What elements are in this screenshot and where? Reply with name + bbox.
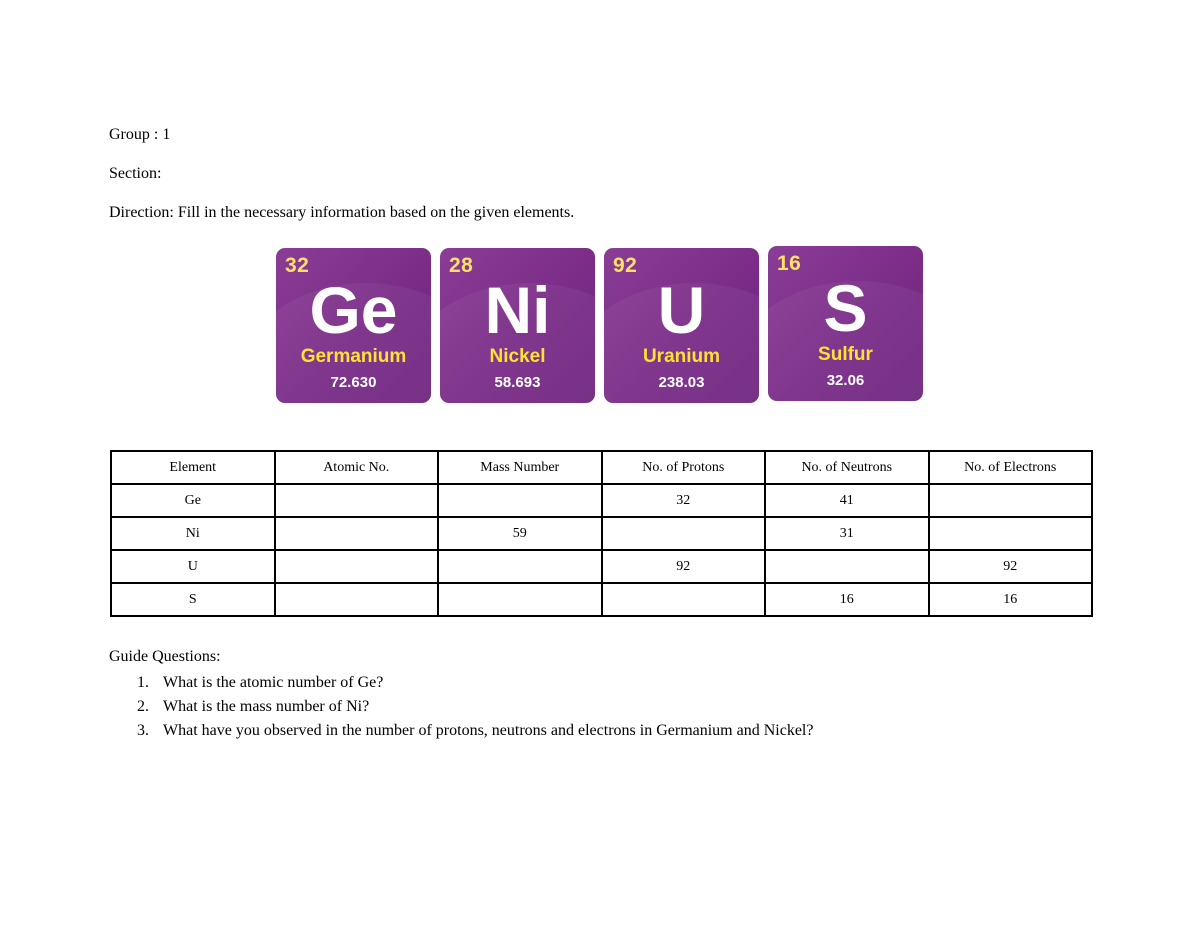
tile-atomic-mass: 58.693 (494, 374, 541, 391)
table-cell[interactable] (275, 517, 439, 550)
element-tiles-banner (276, 246, 926, 404)
table-cell[interactable] (275, 484, 439, 517)
list-item (109, 671, 813, 695)
table-cell: S (111, 583, 275, 616)
element-tile-germanium (276, 248, 431, 403)
table-cell[interactable] (438, 550, 602, 583)
table-cell: 32 (602, 484, 766, 517)
guide-questions-title: Guide Questions: (109, 648, 221, 665)
list-item (109, 719, 813, 743)
question-number: 1. (137, 674, 149, 691)
tile-atomic-mass: 32.06 (826, 372, 865, 389)
tile-element-name: Germanium (300, 346, 407, 367)
tile-atomic-mass: 72.630 (330, 374, 377, 391)
table-cell[interactable] (929, 517, 1093, 550)
table-cell[interactable] (438, 484, 602, 517)
tile-element-name: Nickel (489, 346, 546, 367)
tile-symbol: Ni (484, 273, 551, 347)
tile-symbol: S (823, 271, 868, 345)
table-cell: 31 (765, 517, 929, 550)
tile-atomic-number: 16 (777, 252, 802, 275)
table-cell: 41 (765, 484, 929, 517)
tile-element-name: Sulfur (818, 344, 873, 365)
table-row (111, 484, 1092, 517)
element-tile-nickel (440, 248, 595, 403)
element-info-table (110, 450, 1093, 617)
column-header-atomic-no: Atomic No. (275, 451, 439, 484)
question-text: What have you observed in the number of protons, neutrons and electrons in Germanium and Nickel? (163, 722, 814, 739)
column-header-mass-number: Mass Number (438, 451, 602, 484)
tile-atomic-number: 92 (613, 254, 638, 277)
table-cell[interactable] (602, 583, 766, 616)
table-header-row (111, 451, 1092, 484)
table-cell: Ge (111, 484, 275, 517)
list-item (109, 695, 813, 719)
question-number: 3. (137, 722, 149, 739)
table-row (111, 517, 1092, 550)
table-cell: 92 (929, 550, 1093, 583)
group-label: Group : 1 (109, 126, 171, 143)
table-cell[interactable] (765, 550, 929, 583)
section-label: Section: (109, 165, 162, 182)
question-text: What is the atomic number of Ge? (163, 674, 384, 691)
guide-questions-list (109, 671, 813, 743)
table-cell: 92 (602, 550, 766, 583)
table-cell: 59 (438, 517, 602, 550)
table-row (111, 550, 1092, 583)
column-header-element: Element (111, 451, 275, 484)
element-tile-sulfur (768, 246, 923, 401)
tile-atomic-number: 32 (285, 254, 310, 277)
tile-symbol: Ge (309, 273, 398, 347)
column-header-neutrons: No. of Neutrons (765, 451, 929, 484)
table-cell: 16 (929, 583, 1093, 616)
table-cell[interactable] (602, 517, 766, 550)
tile-atomic-mass: 238.03 (658, 374, 705, 391)
tile-element-name: Uranium (642, 346, 721, 367)
table-cell: U (111, 550, 275, 583)
tile-atomic-number: 28 (449, 254, 474, 277)
column-header-protons: No. of Protons (602, 451, 766, 484)
table-cell: Ni (111, 517, 275, 550)
table-row (111, 583, 1092, 616)
table-cell[interactable] (929, 484, 1093, 517)
table-cell[interactable] (438, 583, 602, 616)
table-cell[interactable] (275, 550, 439, 583)
direction-text: Direction: Fill in the necessary information based on the given elements. (109, 204, 575, 221)
column-header-electrons: No. of Electrons (929, 451, 1093, 484)
element-tile-uranium (604, 248, 759, 403)
question-number: 2. (137, 698, 149, 715)
tile-symbol: U (657, 273, 706, 347)
table-cell[interactable] (275, 583, 439, 616)
question-text: What is the mass number of Ni? (163, 698, 370, 715)
table-cell: 16 (765, 583, 929, 616)
